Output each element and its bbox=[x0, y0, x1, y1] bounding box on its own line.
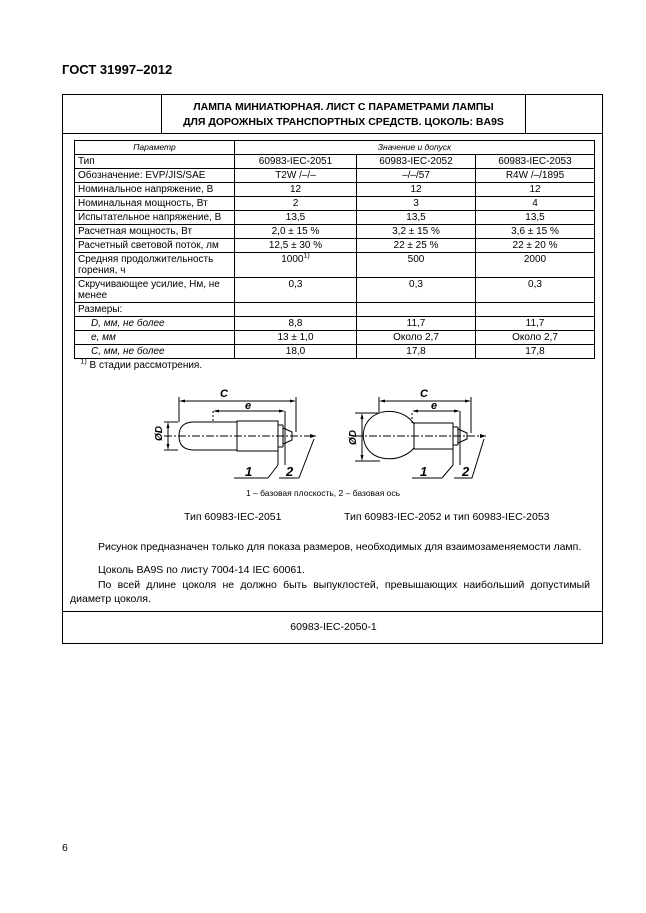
table-row bbox=[75, 183, 595, 197]
dim-c-left: C bbox=[220, 388, 228, 400]
row-label: C, мм, не более bbox=[75, 345, 235, 359]
table-row-life bbox=[75, 253, 595, 278]
table-row-torque bbox=[75, 278, 595, 303]
lamp-dimension-drawing bbox=[150, 385, 490, 485]
cell-2053: Около 2,7 bbox=[476, 331, 595, 345]
cell-2051: T2W /–/– bbox=[235, 169, 357, 183]
label-line: Скручивающее усилие, Нм, не bbox=[78, 279, 220, 290]
sheet-title bbox=[162, 100, 525, 130]
header-parameter: Параметр bbox=[75, 141, 235, 155]
cell-2053: 12 bbox=[476, 183, 595, 197]
cell-2052: 60983-IEC-2052 bbox=[357, 155, 476, 169]
table-row bbox=[75, 211, 595, 225]
dim-c-right: C bbox=[420, 388, 428, 400]
cell-empty bbox=[476, 303, 595, 317]
sheet-title-line2: ДЛЯ ДОРОЖНЫХ ТРАНСПОРТНЫХ СРЕДСТВ. ЦОКОЛЬ: BA9S bbox=[183, 116, 504, 128]
cell-2052: 500 bbox=[357, 253, 476, 278]
cell-2052: 12 bbox=[357, 183, 476, 197]
caption-type-2052-2053: Тип 60983-IEC-2052 и тип 60983-IEC-2053 bbox=[344, 511, 550, 523]
cell-2051: 12,5 ± 30 % bbox=[235, 239, 357, 253]
paragraph-base-requirement: По всей длине цоколя не должно быть выпуклостей, превышающих наибольший допустимый диаметр цоколя. bbox=[70, 579, 590, 605]
cell-2052: 3,2 ± 15 % bbox=[357, 225, 476, 239]
row-label bbox=[75, 278, 235, 303]
table-footnote-row bbox=[75, 359, 595, 373]
label-line: горения, ч bbox=[78, 265, 126, 276]
label-line: менее bbox=[78, 290, 108, 301]
footnote-text: В стадии рассмотрения. bbox=[86, 360, 203, 371]
title-separator bbox=[63, 133, 602, 134]
table-row bbox=[75, 225, 595, 239]
page-number: 6 bbox=[62, 842, 68, 854]
cell-2053: 0,3 bbox=[476, 278, 595, 303]
row-label: D, мм, не более bbox=[75, 317, 235, 331]
table-row-dims-label bbox=[75, 303, 595, 317]
cell-2052: 3 bbox=[357, 197, 476, 211]
row-label: е, мм bbox=[75, 331, 235, 345]
table-row bbox=[75, 155, 595, 169]
row-label: Размеры: bbox=[75, 303, 235, 317]
cell-2052: 11,7 bbox=[357, 317, 476, 331]
parameters-table bbox=[74, 140, 595, 372]
cell-2053: 2000 bbox=[476, 253, 595, 278]
footer-separator bbox=[63, 611, 602, 612]
cell-2053: 13,5 bbox=[476, 211, 595, 225]
table-row bbox=[75, 331, 595, 345]
cell-2052: 13,5 bbox=[357, 211, 476, 225]
cell-2051: 13,5 bbox=[235, 211, 357, 225]
cell-2051: 13 ± 1,0 bbox=[235, 331, 357, 345]
dim-e-left: e bbox=[245, 400, 252, 412]
cell-2052: 17,8 bbox=[357, 345, 476, 359]
cell-2051: 2 bbox=[235, 197, 357, 211]
title-divider-right bbox=[525, 95, 526, 133]
cell-2053: 4 bbox=[476, 197, 595, 211]
label-line: Средняя продолжительность bbox=[78, 254, 214, 265]
row-label bbox=[75, 253, 235, 278]
cell-2053: 60983-IEC-2053 bbox=[476, 155, 595, 169]
cell-2052: Около 2,7 bbox=[357, 331, 476, 345]
paragraph-base: Цоколь BA9S по листу 7004-14 IEC 60061. bbox=[98, 564, 305, 576]
life-value: 1000 bbox=[281, 254, 304, 265]
cell-2053: 17,8 bbox=[476, 345, 595, 359]
paragraph-purpose: Рисунок предназначен только для показа размеров, необходимых для взаимозаменяемости ламп. bbox=[98, 541, 582, 553]
caption-type-2051: Тип 60983-IEC-2051 bbox=[184, 511, 282, 523]
ref-1-right: 1 bbox=[420, 464, 428, 479]
row-label: Обозначение: EVP/JIS/SAE bbox=[75, 169, 235, 183]
cell-empty bbox=[235, 303, 357, 317]
cell-2051: 8,8 bbox=[235, 317, 357, 331]
cell-2053: R4W /–/1895 bbox=[476, 169, 595, 183]
table-row bbox=[75, 239, 595, 253]
table-row bbox=[75, 317, 595, 331]
table-header-row bbox=[75, 141, 595, 155]
dim-d-right: ØD bbox=[348, 430, 359, 445]
dim-d-left: ØD bbox=[154, 426, 165, 441]
cell-2051 bbox=[235, 253, 357, 278]
header-value: Значение и допуск bbox=[235, 141, 595, 155]
ref-2-left: 2 bbox=[286, 464, 294, 479]
cell-2052: –/–/57 bbox=[357, 169, 476, 183]
ref-1-left: 1 bbox=[245, 464, 253, 479]
cell-2052: 22 ± 25 % bbox=[357, 239, 476, 253]
table-row bbox=[75, 197, 595, 211]
cell-2051: 0,3 bbox=[235, 278, 357, 303]
sheet-title-line1: ЛАМПА МИНИАТЮРНАЯ. ЛИСТ С ПАРАМЕТРАМИ ЛАМПЫ bbox=[193, 101, 494, 113]
cell-2052: 0,3 bbox=[357, 278, 476, 303]
row-label: Расчетный световой поток, лм bbox=[75, 239, 235, 253]
cell-2053: 3,6 ± 15 % bbox=[476, 225, 595, 239]
footnote-mark: 1) bbox=[80, 358, 87, 366]
footnote bbox=[75, 359, 595, 373]
data-sheet-frame bbox=[62, 94, 603, 644]
cell-2053: 22 ± 20 % bbox=[476, 239, 595, 253]
row-label: Номинальная мощность, Вт bbox=[75, 197, 235, 211]
sheet-code: 60983-IEC-2050-1 bbox=[290, 621, 377, 633]
row-label: Тип bbox=[75, 155, 235, 169]
cell-2051: 60983-IEC-2051 bbox=[235, 155, 357, 169]
cell-2051: 12 bbox=[235, 183, 357, 197]
drawing-legend: 1 – базовая плоскость, 2 – базовая ось bbox=[245, 488, 401, 498]
dim-e-right: e bbox=[431, 400, 438, 412]
ref-2-right: 2 bbox=[462, 464, 470, 479]
row-label: Расчетная мощность, Вт bbox=[75, 225, 235, 239]
table-row bbox=[75, 169, 595, 183]
footnote-ref: 1) bbox=[303, 252, 310, 260]
cell-2051: 18,0 bbox=[235, 345, 357, 359]
cell-2051: 2,0 ± 15 % bbox=[235, 225, 357, 239]
cell-empty bbox=[357, 303, 476, 317]
cell-2053: 11,7 bbox=[476, 317, 595, 331]
table-row bbox=[75, 345, 595, 359]
row-label: Испытательное напряжение, В bbox=[75, 211, 235, 225]
row-label: Номинальное напряжение, В bbox=[75, 183, 235, 197]
standard-number: ГОСТ 31997–2012 bbox=[62, 62, 173, 77]
